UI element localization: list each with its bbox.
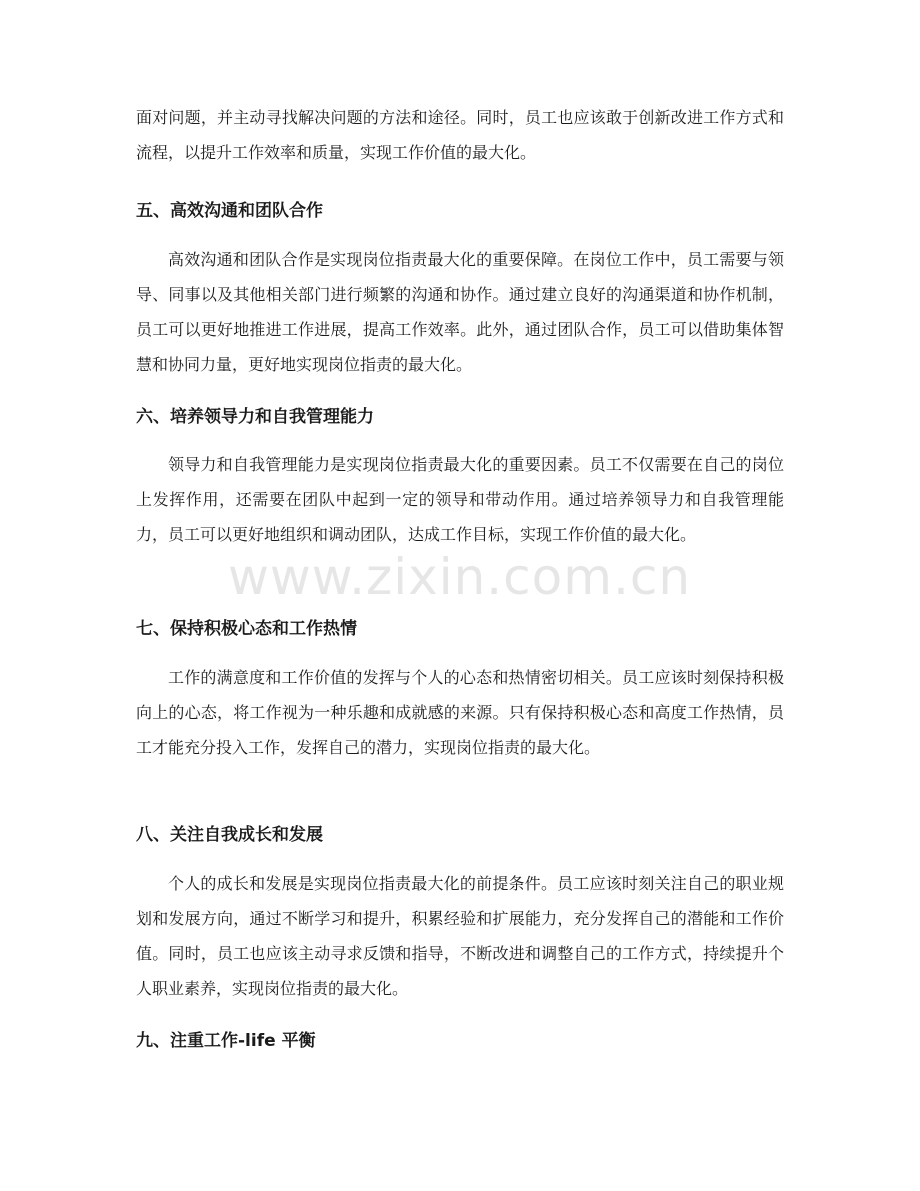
section-body-7 <box>136 660 784 765</box>
section-paragraph-7: 工作的满意度和工作价值的发挥与个人的心态和热情密切相关。员工应该时刻保持积极向上的心态，将工作视为一种乐趣和成就感的来源。只有保持积极心态和高度工作热情，员工才能充分投入工作，发挥自己的潜力，实现岗位指责的最大化。 <box>136 668 784 757</box>
intro-paragraph: 面对问题，并主动寻找解决问题的方法和途径。同时，员工也应该敢于创新改进工作方式和流程，以提升工作效率和质量，实现工作价值的最大化。 <box>136 108 784 162</box>
section-paragraph-6: 领导力和自我管理能力是实现岗位指责最大化的重要因素。员工不仅需要在自己的岗位上发挥作用，还需要在团队中起到一定的领导和带动作用。通过培养领导力和自我管理能力，员工可以更好地组织和调动团队，达成工作目标，实现工作价值的最大化。 <box>136 455 784 544</box>
section-heading-7: 七、保持积极心态和工作热情 <box>136 619 357 639</box>
section-heading-6: 六、培养领导力和自我管理能力 <box>136 407 374 427</box>
section-paragraph-5: 高效沟通和团队合作是实现岗位指责最大化的重要保障。在岗位工作中，员工需要与领导、同事以及其他相关部门进行频繁的沟通和协作。通过建立良好的沟通渠道和协作机制，员工可以更好地推进工作进展，提高工作效率。此外，通过团队合作，员工可以借助集体智慧和协同力量，更好地实现岗位指责的最大化。 <box>136 250 784 374</box>
section-body-5 <box>136 242 784 382</box>
section-heading-8: 八、关注自我成长和发展 <box>136 825 323 845</box>
watermark: www.zixin.com.cn <box>228 548 692 606</box>
section-body-8 <box>136 866 784 1006</box>
section-paragraph-8: 个人的成长和发展是实现岗位指责最大化的前提条件。员工应该时刻关注自己的职业规划和发展方向，通过不断学习和提升，积累经验和扩展能力，充分发挥自己的潜能和工作价值。同时，员工也应该主动寻求反馈和指导，不断改进和调整自己的工作方式，持续提升个人职业素养，实现岗位指责的最大化。 <box>136 874 784 998</box>
section-heading-5: 五、高效沟通和团队合作 <box>136 201 323 221</box>
section-body-6 <box>136 447 784 552</box>
section-heading-9: 九、注重工作-life 平衡 <box>136 1031 316 1051</box>
